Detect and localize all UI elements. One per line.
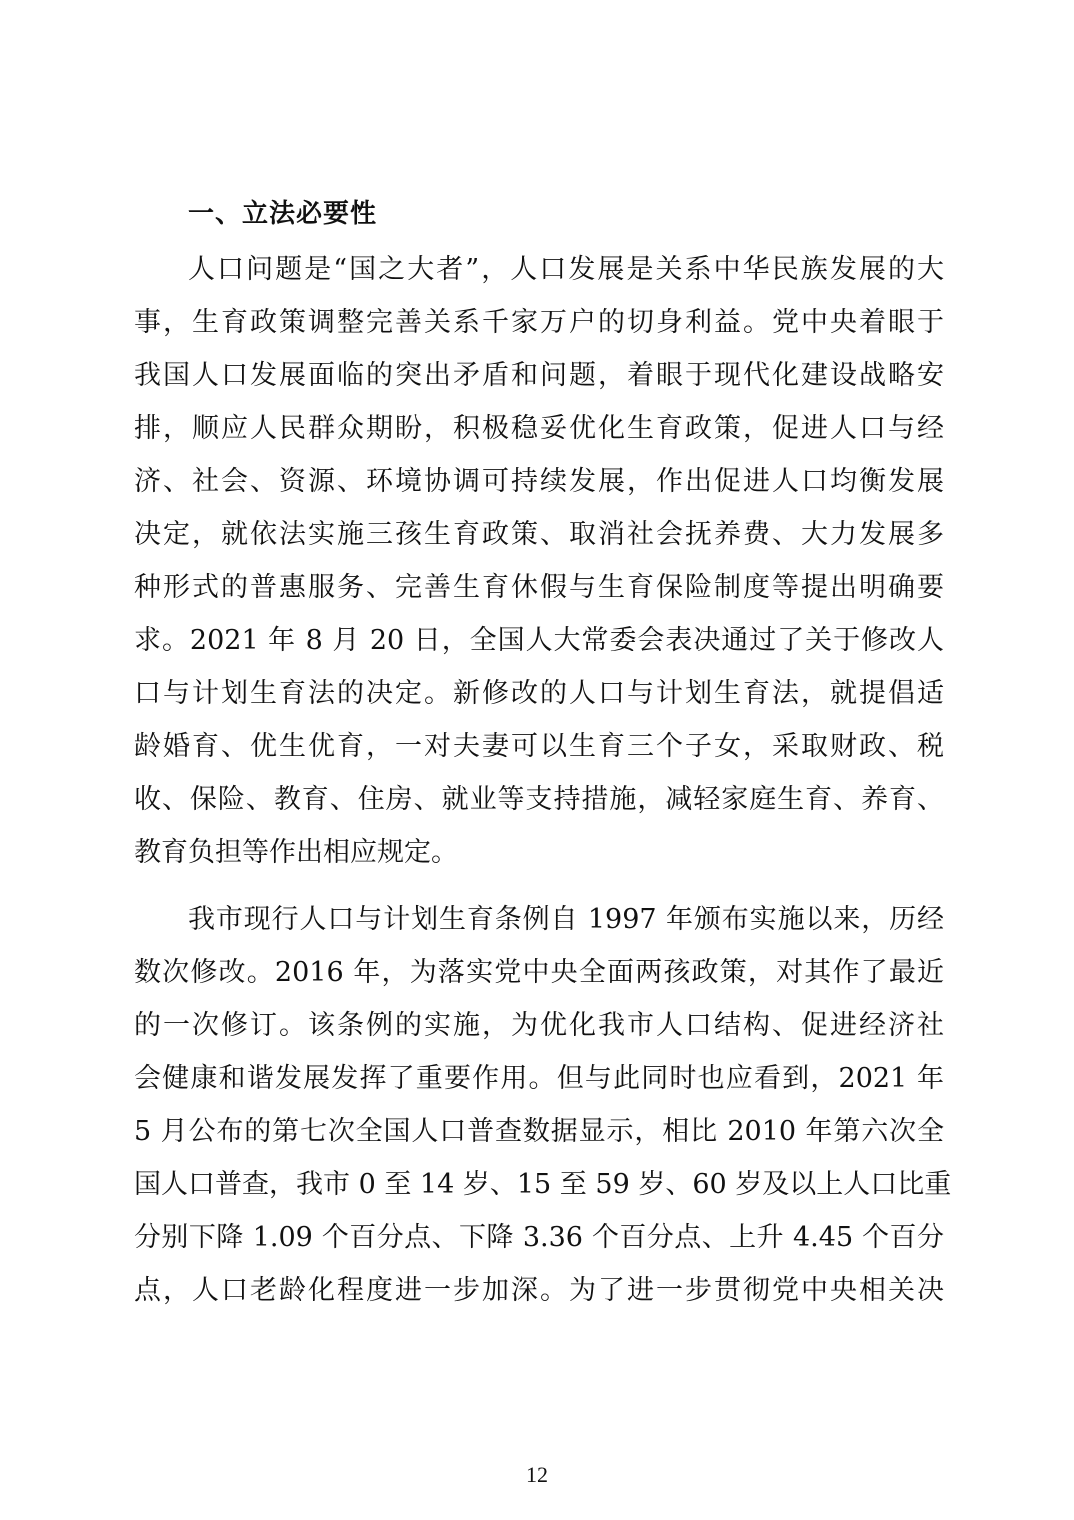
text-line: 排，顺应人民群众期盼，积极稳妥优化生育政策，促进人口与经 bbox=[134, 413, 944, 444]
text-line: 收、保险、教育、住房、就业等支持措施，减轻家庭生育、养育、 bbox=[134, 784, 944, 815]
text-line: 会健康和谐发展发挥了重要作用。但与此同时也应看到，2021 年 bbox=[134, 1063, 944, 1094]
text-line: 我国人口发展面临的突出矛盾和问题，着眼于现代化建设战略安 bbox=[134, 360, 944, 391]
text-line: 求。2021 年 8 月 20 日，全国人大常委会表决通过了关于修改人 bbox=[134, 625, 944, 656]
text-line: 我市现行人口与计划生育条例自 1997 年颁布实施以来，历经 bbox=[188, 904, 944, 935]
section-heading: 一、立法必要性 bbox=[188, 199, 378, 229]
text-line: 国人口普查，我市 0 至 14 岁、15 至 59 岁、60 岁及以上人口比重 bbox=[134, 1169, 952, 1200]
text-line: 点，人口老龄化程度进一步加深。为了进一步贯彻党中央相关决 bbox=[134, 1275, 944, 1306]
text-line: 口与计划生育法的决定。新修改的人口与计划生育法，就提倡适 bbox=[134, 678, 944, 709]
text-line: 分别下降 1.09 个百分点、下降 3.36 个百分点、上升 4.45 个百分 bbox=[134, 1222, 944, 1253]
text-line: 事，生育政策调整完善关系千家万户的切身利益。党中央着眼于 bbox=[134, 307, 944, 338]
text-line: 种形式的普惠服务、完善生育休假与生育保险制度等提出明确要 bbox=[134, 572, 944, 603]
text-line: 5 月公布的第七次全国人口普查数据显示，相比 2010 年第六次全 bbox=[134, 1116, 944, 1147]
text-line: 济、社会、资源、环境协调可持续发展，作出促进人口均衡发展 bbox=[134, 466, 944, 497]
text-line: 数次修改。2016 年，为落实党中央全面两孩政策，对其作了最近 bbox=[134, 957, 944, 988]
page-number: 12 bbox=[526, 1462, 548, 1487]
text-line: 人口问题是“国之大者”，人口发展是关系中华民族发展的大 bbox=[188, 254, 944, 285]
text-line: 教育负担等作出相应规定。 bbox=[134, 837, 458, 868]
text-line: 决定，就依法实施三孩生育政策、取消社会抚养费、大力发展多 bbox=[134, 519, 944, 550]
text-line: 的一次修订。该条例的实施，为优化我市人口结构、促进经济社 bbox=[134, 1010, 944, 1041]
text-line: 龄婚育、优生优育，一对夫妻可以生育三个子女，采取财政、税 bbox=[134, 731, 944, 762]
